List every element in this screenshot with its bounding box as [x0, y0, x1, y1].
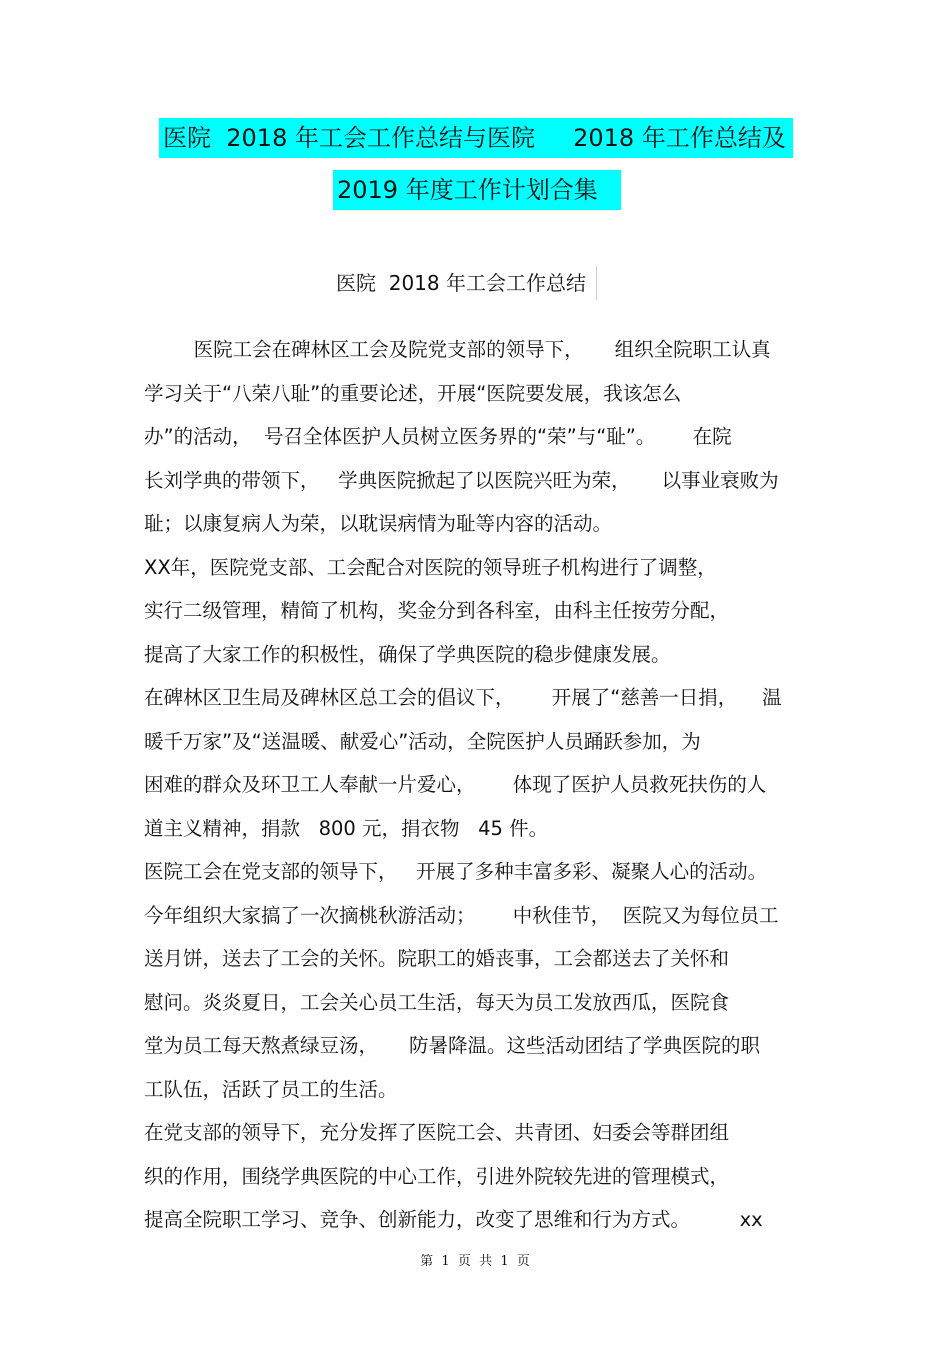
body-line: 送月饼，送去了工会的关怀。院职工的婚丧事，工会都送去了关怀和 [144, 947, 730, 970]
body-line: 在党支部的领导下，充分发挥了医院工会、共青团、妇委会等群团组 [144, 1121, 730, 1144]
body-line: XX年，医院党支部、工会配合对医院的领导班子机构进行了调整， [144, 555, 717, 579]
body-line: 耻；以康复病人为荣，以耽误病情为耻等内容的活动。 [144, 512, 613, 535]
body-line: 医院工会在碑林区工会及院党支部的领导下， 组织全院职工认真 [144, 338, 771, 361]
document-title-line-2: 2019 年度工作计划合集 [333, 170, 621, 210]
body-line: 堂为员工每天熬煮绿豆汤， 防暑降温。这些活动团结了学典医院的职 [144, 1034, 760, 1057]
body-line: 医院工会在党支部的领导下， 开展了多种丰富多彩、凝聚人心的活动。 [144, 860, 768, 883]
body-line: 困难的群众及环卫工人奉献一片爱心， 体现了医护人员救死扶伤的人 [144, 773, 767, 796]
body-line: 提高全院职工学习、竞争、创新能力，改变了思维和行为方式。 xx [144, 1208, 763, 1231]
section-title: 医院 2018 年工会工作总结 [336, 266, 597, 300]
body-line: 慰问。炎炎夏日，工会关心员工生活，每天为员工发放西瓜，医院食 [144, 990, 730, 1014]
page-footer: 第 1 页 共 1 页 [420, 1254, 530, 1269]
body-line: 长刘学典的带领下， 学典医院掀起了以医院兴旺为荣， 以事业衰败为 [144, 468, 779, 492]
body-line: 学习关于“八荣八耻”的重要论述，开展“医院要发展，我该怎么 [144, 381, 682, 405]
body-text [144, 328, 824, 1242]
body-line: 暖千万家”及“送温暖、献爱心”活动，全院医护人员踊跃参加，为 [144, 729, 701, 753]
body-line: 办”的活动， 号召全体医护人员树立医务界的“荣”与“耻”。 在院 [144, 425, 732, 448]
body-line: 在碑林区卫生局及碑林区总工会的倡议下， 开展了“慈善一日捐， 温 [144, 686, 782, 709]
body-line: 实行二级管理，精简了机构，奖金分到各科室，由科主任按劳分配， [144, 599, 730, 622]
body-line: 织的作用，围绕学典医院的中心工作，引进外院较先进的管理模式， [144, 1164, 730, 1188]
body-line: 提高了大家工作的积极性，确保了学典医院的稳步健康发展。 [144, 642, 671, 666]
body-line: 今年组织大家搞了一次摘桃秋游活动； 中秋佳节， 医院又为每位员工 [144, 903, 779, 927]
body-line: 工队伍，活跃了员工的生活。 [144, 1077, 398, 1101]
body-line: 道主义精神，捐款 800 元，捐衣物 45 件。 [144, 816, 549, 840]
document-title-line-1: 医院 2018 年工会工作总结与医院 2018 年工作总结及 [159, 118, 793, 158]
